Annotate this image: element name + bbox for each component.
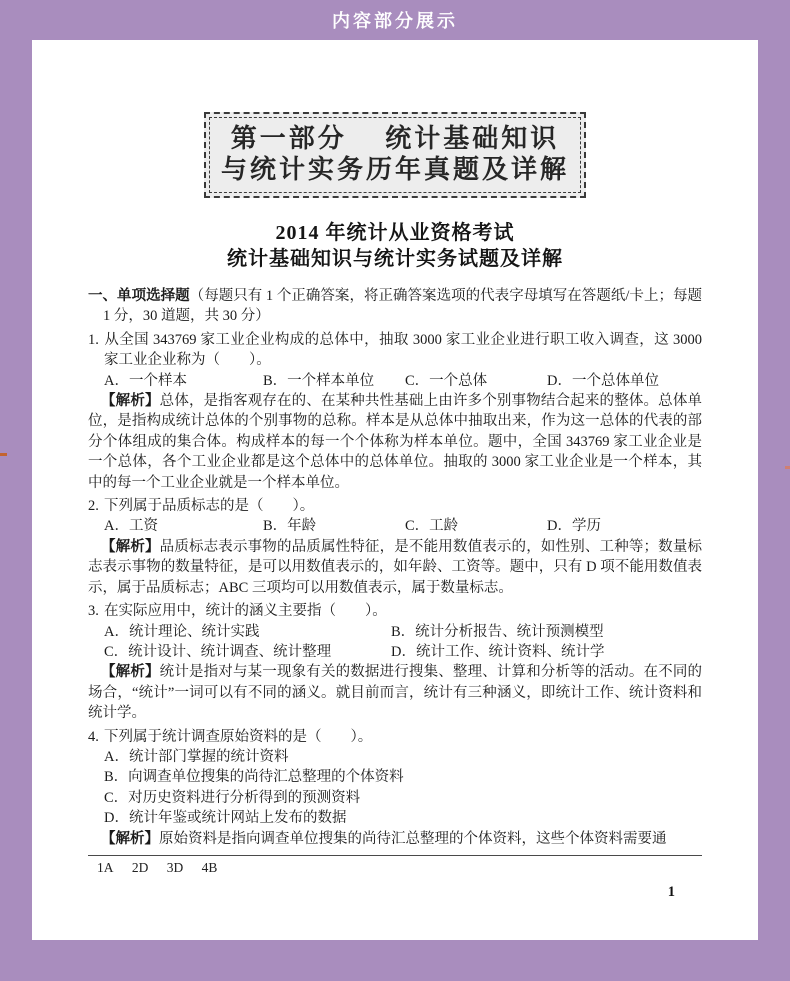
section-label: 一、单项选择题	[88, 288, 190, 304]
analysis-label: 【解析】	[101, 830, 159, 847]
options-row	[88, 371, 702, 391]
option-c: C．统计设计、统计调查、统计整理	[104, 643, 332, 660]
doc-title	[32, 220, 758, 272]
option-d: D．一个总体单位	[547, 372, 659, 389]
banner-title: 内容部分展示	[332, 11, 458, 31]
doc-title-line2: 统计基础知识与统计实务试题及详解	[227, 248, 563, 270]
option-a: A．统计部门掌握的统计资料	[104, 748, 289, 765]
analysis	[88, 662, 702, 723]
analysis	[88, 829, 702, 849]
question-stem	[88, 496, 702, 516]
question-stem-text: 在实际应用中，统计的涵义主要指（ ）。	[104, 603, 387, 620]
promo-banner	[0, 0, 790, 40]
answer-key-item: 3D	[166, 859, 184, 875]
page-footer	[88, 855, 702, 901]
question-stem	[88, 330, 702, 371]
question-stem	[88, 601, 702, 621]
part-title-line2: 与统计实务历年真题及详解	[220, 155, 569, 184]
option-a: A．工资	[104, 518, 158, 535]
option-d: D．学历	[547, 518, 601, 535]
question-stem-text: 下列属于统计调查原始资料的是（ ）。	[104, 728, 373, 745]
analysis-label: 【解析】	[101, 393, 160, 410]
question-stem	[88, 727, 702, 747]
analysis-label: 【解析】	[101, 538, 160, 555]
analysis-text: 品质标志表示事物的品质属性特征，是不能用数值表示的，如性别、工种等；数量标志表示事物的数量特征，是可以用数值表示的，如年龄、工资等。题中，只有 D 项不能用数值表示，属于品质标志；ABC 三项均可以用数值表示，属于数量标志。	[88, 538, 703, 596]
option-b: B．年龄	[263, 518, 317, 535]
question-number: 1.	[88, 331, 99, 348]
option-b: B．统计分析报告、统计预测模型	[391, 623, 604, 640]
book-page	[32, 40, 758, 940]
option-a: A．统计理论、统计实践	[104, 623, 260, 640]
question-block-4	[88, 727, 702, 849]
question-block-2	[88, 496, 702, 598]
option-c: C．工龄	[405, 518, 459, 535]
question-number: 4.	[88, 728, 99, 745]
question-number: 3.	[88, 603, 99, 620]
doc-title-line1: 2014 年统计从业资格考试	[275, 222, 515, 244]
options-grid	[88, 622, 702, 663]
analysis-text: 原始资料是指向调查单位搜集的尚待汇总整理的个体资料，这些个体资料需要通	[159, 830, 667, 847]
options-list	[88, 747, 702, 829]
option-b: B．向调查单位搜集的尚待汇总整理的个体资料	[104, 769, 404, 786]
option-b: B．一个样本单位	[263, 372, 375, 389]
answer-key-item: 2D	[131, 859, 149, 875]
section-heading	[88, 286, 702, 327]
option-d: D．统计工作、统计资料、统计学	[391, 643, 605, 660]
option-a: A．一个样本	[104, 372, 187, 389]
analysis-text: 总体，是指客观存在的、在某种共性基础上由许多个别事物结合起来的整体。总体单位，是指构成统计总体的个别事物的总称。样本是从总体中抽取出来，作为这一总体的代表的部分个体组成的集合体。构成样本的每一个个体称为样本单位。题中，全国 343769 家工业企业是一个总体，各个工业企业都是这个总体中的总体单位。抽取的 3000 家工业企业是一个样本，其中的每一个工业企业就是一个样本单位。	[88, 393, 703, 491]
question-stem-text: 下列属于品质标志的是（ ）。	[104, 498, 315, 515]
part-title-box	[204, 112, 586, 198]
analysis	[88, 537, 702, 598]
analysis	[88, 391, 702, 493]
question-block-3	[88, 601, 702, 723]
option-c: C．一个总体	[405, 372, 488, 389]
analysis-text: 统计是指对与某一现象有关的数据进行搜集、整理、计算和分析等的活动。在不同的场合，“统计”一词可以有不同的涵义。就目前而言，统计有三种涵义，即统计工作、统计资料和统计学。	[88, 664, 703, 722]
option-c: C．对历史资料进行分析得到的预测资料	[104, 789, 361, 806]
question-number: 2.	[88, 498, 99, 515]
answer-key	[88, 860, 702, 876]
part-title-line1: 第一部分 统计基础知识	[230, 124, 560, 153]
edge-mark-left	[0, 453, 7, 456]
answer-key-item: 1A	[97, 859, 114, 875]
section-instructions: （每题只有 1 个正确答案，将正确答案选项的代表字母填写在答题纸/卡上；每题 1 分，30 道题，共 30 分）	[103, 288, 703, 325]
page-content	[88, 286, 702, 849]
question-block-1	[88, 330, 702, 493]
page-number: 1	[667, 883, 675, 900]
analysis-label: 【解析】	[101, 664, 160, 681]
question-stem-text: 从全国 343769 家工业企业构成的总体中，抽取 3000 家工业企业进行职工收入调查，这 3000 家工业企业称为（ ）。	[104, 331, 702, 369]
part-title-box-inner	[209, 117, 581, 193]
options-row	[88, 516, 702, 536]
option-d: D．统计年鉴或统计网站上发布的数据	[104, 810, 347, 827]
answer-key-item: 4B	[201, 859, 218, 875]
edge-mark-right	[785, 466, 790, 469]
